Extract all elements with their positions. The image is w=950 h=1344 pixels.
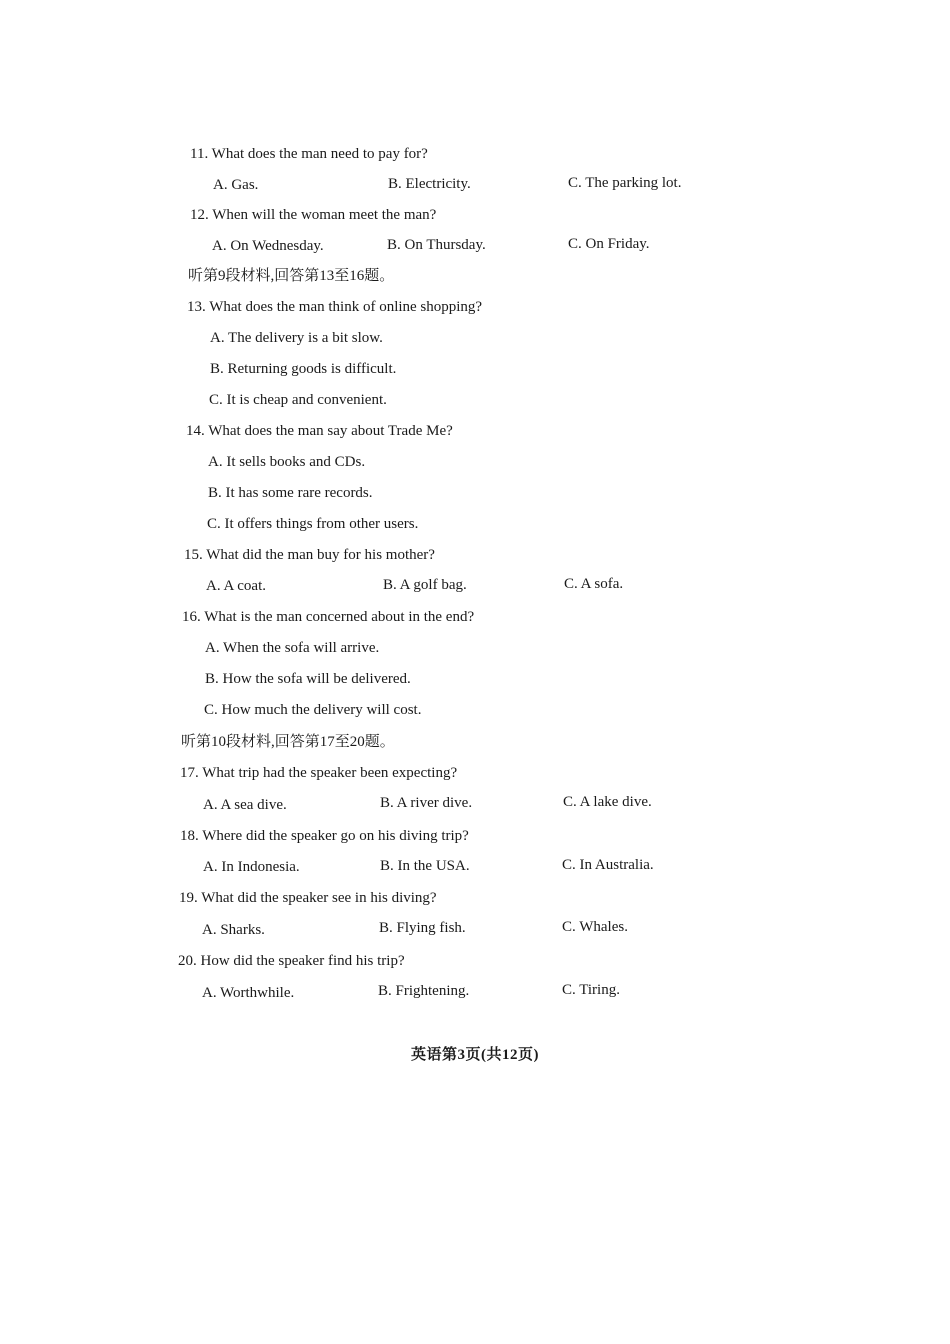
option-19-b: B. Flying fish. [379, 920, 466, 936]
option-14-c: C. It offers things from other users. [207, 516, 419, 532]
option-16-a: A. When the sofa will arrive. [205, 640, 380, 656]
question-17: 17. What trip had the speaker been expecting? [180, 765, 458, 781]
option-17-b: B. A river dive. [380, 795, 473, 811]
option-18-b: B. In the USA. [380, 858, 470, 874]
option-13-b: B. Returning goods is difficult. [210, 361, 397, 377]
question-12: 12. When will the woman meet the man? [190, 207, 437, 223]
option-20-c: C. Tiring. [562, 982, 620, 998]
question-18: 18. Where did the speaker go on his diving trip? [180, 828, 469, 844]
option-16-c: C. How much the delivery will cost. [204, 702, 422, 718]
option-20-a: A. Worthwhile. [202, 985, 295, 1001]
option-14-a: A. It sells books and CDs. [208, 454, 366, 470]
option-15-c: C. A sofa. [564, 576, 624, 592]
option-19-c: C. Whales. [562, 919, 628, 935]
page-footer: 英语第3页(共12页) [411, 1047, 539, 1063]
option-12-b: B. On Thursday. [387, 237, 486, 253]
question-13: 13. What does the man think of online shopping? [187, 299, 483, 315]
question-14: 14. What does the man say about Trade Me? [186, 423, 453, 439]
option-11-c: C. The parking lot. [568, 175, 682, 191]
option-13-a: A. The delivery is a bit slow. [210, 330, 383, 346]
section-10-instruction: 听第10段材料,回答第17至20题。 [181, 734, 395, 750]
option-12-c: C. On Friday. [568, 236, 650, 252]
option-18-a: A. In Indonesia. [203, 859, 300, 875]
question-19: 19. What did the speaker see in his diving? [179, 890, 437, 906]
option-16-b: B. How the sofa will be delivered. [205, 671, 411, 687]
question-11: 11. What does the man need to pay for? [190, 146, 428, 162]
option-11-a: A. Gas. [213, 177, 259, 193]
option-18-c: C. In Australia. [562, 857, 654, 873]
option-17-c: C. A lake dive. [563, 794, 652, 810]
option-15-a: A. A coat. [206, 578, 266, 594]
option-19-a: A. Sharks. [202, 922, 265, 938]
question-16: 16. What is the man concerned about in the end? [182, 609, 475, 625]
section-9-instruction: 听第9段材料,回答第13至16题。 [188, 268, 395, 284]
question-20: 20. How did the speaker find his trip? [178, 953, 405, 969]
option-15-b: B. A golf bag. [383, 577, 467, 593]
option-13-c: C. It is cheap and convenient. [209, 392, 387, 408]
option-14-b: B. It has some rare records. [208, 485, 373, 501]
option-11-b: B. Electricity. [388, 176, 471, 192]
option-12-a: A. On Wednesday. [212, 238, 324, 254]
option-20-b: B. Frightening. [378, 983, 470, 999]
question-15: 15. What did the man buy for his mother? [184, 547, 435, 563]
option-17-a: A. A sea dive. [203, 797, 287, 813]
